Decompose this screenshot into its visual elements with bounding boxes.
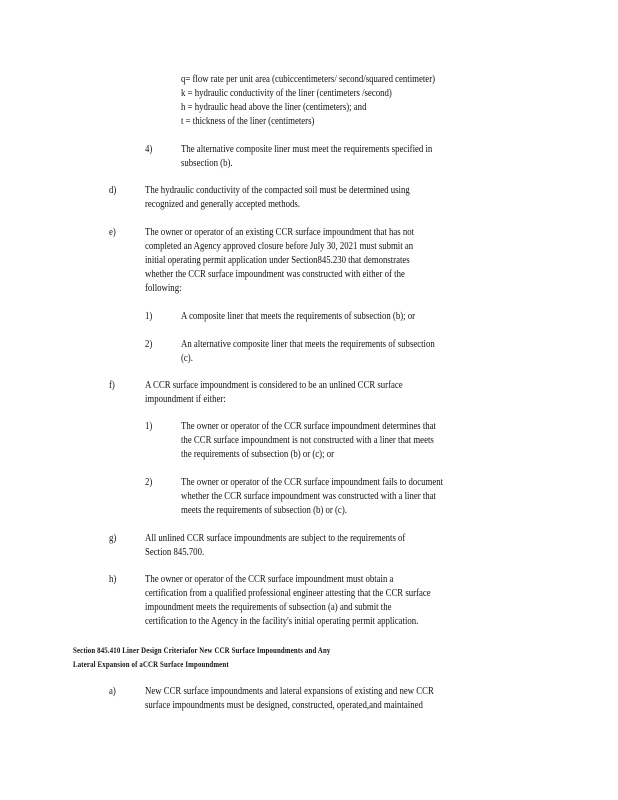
paragraph-line: recognized and generally accepted methods. (145, 199, 300, 210)
item-label: 2) (145, 477, 153, 488)
section-heading: Lateral Expansion of aCCR Surface Impoundment (73, 660, 229, 669)
definition-k: k = hydraulic conductivity of the liner (centimeters /second) (181, 88, 392, 99)
paragraph-line: the CCR surface impoundment is not constructed with a liner that meets (181, 435, 434, 446)
paragraph-line: A CCR surface impoundment is considered to be an unlined CCR surface (145, 380, 403, 391)
section-heading: Section 845.410 Liner Design Criteriafor New CCR Surface Impoundments and Any (73, 646, 331, 655)
paragraph-line: New CCR surface impoundments and lateral expansions of existing and new CCR (145, 686, 434, 697)
item-label: h) (109, 574, 117, 585)
paragraph-line: Section 845.700. (145, 547, 205, 558)
paragraph-line: The owner or operator of the CCR surface impoundment must obtain a (145, 574, 394, 585)
paragraph-line: the requirements of subsection (b) or (c); or (181, 449, 335, 460)
paragraph-line: meets the requirements of subsection (b) or (c). (181, 505, 347, 516)
paragraph-line: The owner or operator of an existing CCR surface impoundment that has not (145, 227, 415, 238)
paragraph-line: completed an Agency approved closure before July 30, 2021 must submit an (145, 241, 414, 252)
paragraph-line: (c). (181, 353, 193, 364)
paragraph-line: The owner or operator of the CCR surface impoundment determines that (181, 421, 436, 432)
paragraph-line: whether the CCR surface impoundment was constructed with either of the (145, 269, 405, 280)
item-label: g) (109, 533, 117, 544)
item-label: d) (109, 185, 117, 196)
paragraph-line: impoundment if either: (145, 394, 226, 405)
paragraph-line: The owner or operator of the CCR surface impoundment fails to document (181, 477, 444, 488)
paragraph-line: certification to the Agency in the facility's initial operating permit application. (145, 616, 419, 627)
item-label: 2) (145, 339, 153, 350)
paragraph-line: initial operating permit application under Section845.230 that demonstrates (145, 255, 410, 266)
definition-h: h = hydraulic head above the liner (centimeters); and (181, 102, 367, 113)
paragraph-line: An alternative composite liner that meets the requirements of subsection (181, 339, 435, 350)
paragraph-line: certification from a qualified professional engineer attesting that the CCR surface (145, 588, 431, 599)
paragraph-line: surface impoundments must be designed, constructed, operated,and maintained (145, 700, 423, 711)
paragraph-line: following: (145, 283, 182, 294)
paragraph-line: whether the CCR surface impoundment was constructed with a liner that (181, 491, 436, 502)
definition-t: t = thickness of the liner (centimeters) (181, 116, 315, 127)
item-label: a) (109, 686, 116, 697)
paragraph-line: The alternative composite liner must meet the requirements specified in (181, 144, 433, 155)
item-label: 1) (145, 421, 153, 432)
item-label: f) (109, 380, 115, 391)
item-label: 4) (145, 144, 153, 155)
definition-q: q= flow rate per unit area (cubiccentimeters/ second/squared centimeter) (181, 74, 436, 85)
paragraph-line: impoundment meets the requirements of subsection (a) and submit the (145, 602, 392, 613)
paragraph-line: A composite liner that meets the requirements of subsection (b); or (181, 311, 416, 322)
item-label: 1) (145, 311, 153, 322)
item-label: e) (109, 227, 116, 238)
paragraph-line: subsection (b). (181, 158, 233, 169)
paragraph-line: All unlined CCR surface impoundments are subject to the requirements of (145, 533, 406, 544)
paragraph-line: The hydraulic conductivity of the compacted soil must be determined using (145, 185, 410, 196)
